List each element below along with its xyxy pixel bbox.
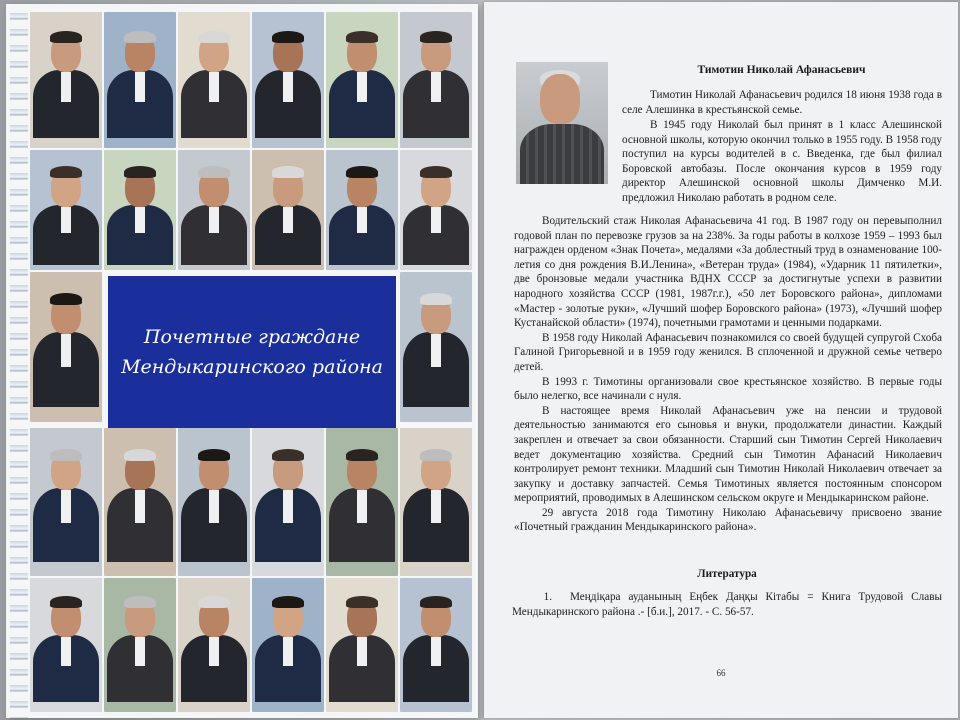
- collage-portrait: [178, 578, 250, 712]
- paragraph-birth: Тимотин Николай Афанасьевич родился 18 июня 1938 года в селе Алешинка в крестьянской семье.: [622, 89, 942, 116]
- collage-portrait: [252, 150, 324, 270]
- paragraph-present: В настоящее время Николай Афанасьевич уже на пенсии и трудовой деятельностью занимаются его сыновья и внуки, продолжатели династии. Каждый закреплен и отвечает за свои обязанности. Старший сын Тимотин Сергей Николаевич ведет документацию хозяйства. Средний сын Тимотин Афанасий Николаевич контролирует ремонт техники. Младший сын Тимотин Николай Николаевич отвечает за закупку и доставку запчастей. Семья Тимотиных является постоянным спонсором мероприятий, проводимых в Алешинском сельском округе и Мендыкаринском районе.: [514, 404, 942, 505]
- collage-portrait: [104, 150, 176, 270]
- collage-portrait: [178, 12, 250, 148]
- collage-portrait: [400, 272, 472, 422]
- literature-heading: Литература: [697, 568, 757, 580]
- collage-portrait: [178, 150, 250, 270]
- collage-portrait: [252, 428, 324, 576]
- spiral-binding: [10, 4, 28, 718]
- booklet-cover: [6, 4, 478, 718]
- collage-portrait: [400, 12, 472, 148]
- collage-portrait: [326, 578, 398, 712]
- literature-item: [512, 590, 942, 620]
- collage-portrait: [104, 578, 176, 712]
- collage-portrait: [326, 428, 398, 576]
- collage-portrait: [178, 428, 250, 576]
- collage-portrait: [104, 12, 176, 148]
- collage-portrait: [326, 150, 398, 270]
- page-number: 66: [716, 668, 726, 678]
- cover-title-line1: Почетные граждане: [143, 326, 361, 348]
- paragraph-award: 29 августа 2018 года Тимотину Николаю Афанасьевичу присвоено звание «Почетный гражданин Мендыкаринского района».: [514, 506, 942, 534]
- paragraph-education: В 1945 году Николай был принят в 1 класс Алешинской основной школы, которую окончил только в 1955 году. В 1958 году поступил на курсы водителей в с. Введенка, где был филиал Боровской автобазы. После окончания курсов в 1959 году директор Алешинской основной школы Димченко М.И. предложил Николаю работать в родном селе.: [622, 119, 942, 204]
- collage-portrait: [252, 12, 324, 148]
- page-title: Тимотин Николай Афанасьевич: [697, 64, 866, 76]
- collage-portrait: [400, 150, 472, 270]
- cover-title-panel: [108, 276, 396, 428]
- collage-portrait: [326, 12, 398, 148]
- paragraph-farm: В 1993 г. Тимотины организовали свое крестьянское хозяйство. В первые годы было нелегко, все начинали с нуля.: [514, 375, 942, 403]
- portrait-collage: [30, 12, 476, 712]
- collage-portrait: [30, 150, 102, 270]
- collage-portrait: [252, 578, 324, 712]
- document-page: [484, 2, 958, 718]
- text-block-main: [514, 118, 942, 206]
- collage-portrait: [400, 578, 472, 712]
- cover-title-line2: Мендыкаринского района: [121, 356, 383, 378]
- collage-portrait: [30, 428, 102, 576]
- literature-number: 1.: [543, 591, 552, 603]
- text-block-top: [622, 88, 942, 117]
- collage-portrait: [30, 578, 102, 712]
- collage-portrait: [30, 12, 102, 148]
- collage-portrait: [400, 428, 472, 576]
- literature-text: Меңдіқара ауданының Еңбек Даңқы Кітабы = Книга Трудовой Славы Мендыкаринского района .- [б.и.], 2017. - С. 56-57.: [512, 591, 942, 618]
- collage-portrait: [104, 428, 176, 576]
- paragraph-career: Водительский стаж Николая Афанасьевича 41 год. В 1987 году он перевыполнил годовой план по перевозке грузов за на 238%. За годы работы в колхозе 1959 – 1993 был награжден орденом «Знак Почета», медалями «За доблестный труд в ознаменование 100-летия со дня рождения В.И.Ленина», «Ветеран труда» (1984), «Ударник 11 пятилетки», две бронзовые медали участника ВДНХ СССР за достигнутые успехи в развитии народного хозяйства СССР (1981, 1987г.г.), «50 лет Боровского района», дипломами «Мастер - золотые руки», «Лучший шофер Боровского района» (1973), «Лучший шофер Кустанайской области» (1974), почетными грамотами и ценными подарками.: [514, 215, 942, 330]
- collage-portrait: [30, 272, 102, 422]
- text-block-body: [514, 214, 942, 535]
- paragraph-family: В 1958 году Николай Афанасьевич познакомился со своей будущей супругой Схоба Галиной Григорьевной и в 1959 году женился. В сплоченной и дружной семье четверо детей.: [514, 331, 942, 373]
